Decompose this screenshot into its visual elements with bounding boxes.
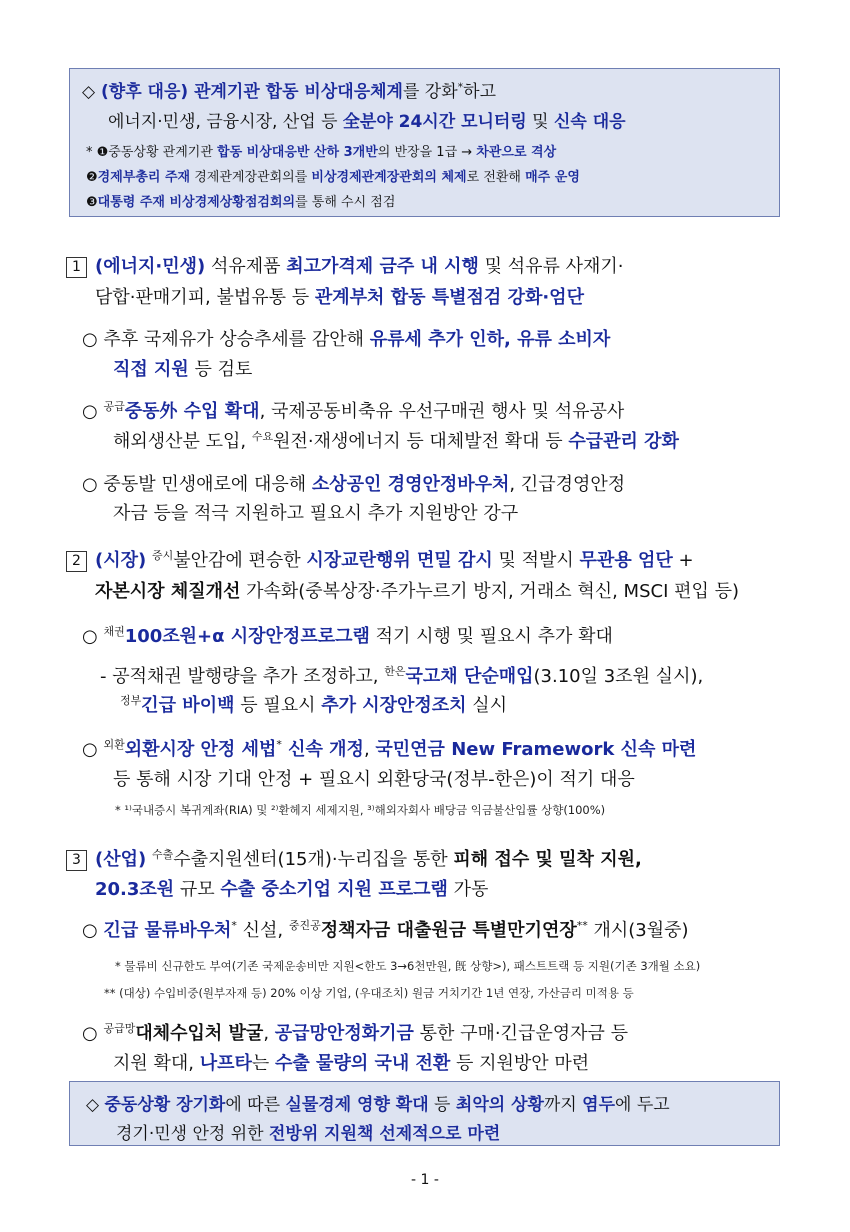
text-run: ○ [82, 1023, 104, 1044]
text-run: 직접 지원 [113, 359, 189, 380]
text-run: 수출 물량의 국내 전환 [275, 1053, 451, 1074]
s2-bullet-1 [82, 622, 613, 648]
section-2-title-cont [95, 577, 739, 603]
text-run: 담합·판매기피, 불법유통 등 [95, 287, 315, 308]
text-run: 외환시장 안정 세법 [124, 739, 277, 760]
text-run: 신설, [236, 920, 289, 941]
text-run: 수요 [251, 430, 274, 443]
text-run: 최고가격제 금주 내 시행 [286, 256, 479, 277]
bottom-line-1 [86, 1090, 670, 1115]
text-run: 가속화(중복상장·주가누르기 방지, 거래소 혁신, MSCI 편입 등) [240, 581, 740, 602]
section-3-title-cont [95, 875, 488, 901]
text-run: 중동상황 관계기관 [108, 145, 218, 160]
text-run: 석유제품 [205, 256, 287, 277]
text-run: 대체수입처 발굴 [135, 1023, 264, 1044]
text-run: 염두 [582, 1095, 616, 1115]
text-run: * [276, 738, 282, 751]
text-run: 수출지원센터(15개)·누리집을 통한 [173, 849, 454, 870]
text-run: * [231, 919, 237, 932]
summary-note-3 [86, 191, 395, 210]
text-run: 로 전환해 [466, 170, 526, 185]
text-run: 대통령 주재 비상경제상황점검회의 [97, 195, 296, 210]
text-run: 및 적발시 [492, 550, 580, 571]
bottom-line-2 [116, 1119, 500, 1144]
text-run: ** [576, 919, 588, 932]
text-run: 최악의 상황 [455, 1095, 544, 1115]
text-run: 소상공인 경영안정바우처 [311, 474, 510, 495]
text-run: 실시 [466, 695, 508, 716]
text-run: 등 필요시 [234, 695, 322, 716]
text-run: 정책자금 대출원금 특별만기연장 [320, 920, 577, 941]
text-run: 해외생산분 도입, [113, 431, 252, 452]
text-run: 피해 접수 및 밀착 지원, [453, 849, 642, 870]
text-run: ** (대상) 수입비중(원부자재 등) 20% 이상 기업, (우대조치) 원금 거치기간 1년 연장, 가산금리 미적용 등 [104, 986, 634, 1000]
text-run: 비상경제관계장관회의 체제 [311, 170, 467, 185]
text-run: 자금 등을 적극 지원하고 필요시 추가 지원방안 강구 [113, 503, 519, 524]
text-run: 한은 [384, 665, 406, 678]
text-run: 적기 시행 및 필요시 추가 확대 [369, 626, 613, 647]
text-run: 증시 [151, 549, 174, 562]
text-run: 및 [526, 112, 554, 132]
text-run: 全분야 24시간 모니터링 [342, 112, 527, 132]
text-run: 긴급 물류바우처 [103, 920, 232, 941]
text-run: 의 반장을 1급 → [377, 145, 477, 160]
text-run: 불안감에 편승한 [173, 550, 307, 571]
text-run: 원전·재생에너지 등 대체발전 확대 등 [273, 431, 569, 452]
s3-bullet-2 [82, 1019, 628, 1045]
text-run: (에너지·민생) [95, 256, 206, 277]
section-2-heading [66, 546, 694, 572]
text-run: (향후 대응) 관계기관 합동 비상대응체계 [101, 82, 403, 102]
text-run: (3.10일 3조원 실시), [533, 666, 704, 687]
text-run: 시장교란행위 면밀 감시 [306, 550, 493, 571]
text-run: 경제관계장관회의를 [190, 170, 312, 185]
text-run: 공급 [103, 400, 125, 413]
text-run: 공급망 [103, 1022, 136, 1035]
text-run: + [672, 550, 694, 571]
text-run: 20.3조원 [95, 879, 175, 900]
text-run: 국고채 단순매입 [405, 666, 534, 687]
section-1-heading [66, 252, 624, 278]
text-run: 등 통해 시장 기대 안정 + 필요시 외환당국(정부-한은)이 적기 대응 [113, 769, 635, 790]
s1-bullet-1 [82, 325, 610, 351]
text-run: 외환 [103, 738, 125, 751]
s1-bullet-3 [82, 470, 625, 496]
summary-box-bottom [69, 1081, 780, 1146]
section-2-title [95, 550, 694, 571]
text-run: 나프타 [199, 1053, 252, 1074]
s2-bullet-2-cont [113, 765, 635, 791]
text-run: 수급관리 강화 [568, 431, 679, 452]
s3-note-1 [115, 958, 700, 974]
s2-bullet-2 [82, 735, 696, 761]
text-run: (산업) [95, 849, 147, 870]
section-number: 2 [66, 551, 87, 572]
text-run: 경기·민생 안정 위한 [116, 1124, 269, 1144]
section-number: 1 [66, 257, 87, 278]
text-run: ○ 중동발 민생애로에 대응해 [82, 474, 312, 495]
text-run: 중동外 수입 확대 [124, 401, 260, 422]
text-run: 하고 [463, 82, 496, 102]
text-run: 수출 [151, 848, 174, 861]
text-run: 전방위 지원책 선제적으로 마련 [269, 1124, 501, 1144]
text-run: 경제부총리 주재 [97, 170, 191, 185]
text-run: ○ [82, 401, 104, 422]
text-run: 등 [428, 1095, 456, 1115]
s2-dash-1 [100, 662, 703, 688]
text-run: 가동 [447, 879, 489, 900]
text-run: * 물류비 신규한도 부여(기존 국제운송비만 지원<한도 3→6천만원, 旣 상향>), 패스트트랙 등 지원(기존 3개월 소요) [115, 959, 701, 973]
text-run: 차관으로 격상 [476, 145, 557, 160]
text-run: 규모 [174, 879, 221, 900]
s3-bullet-1 [82, 916, 689, 942]
text-run: 를 통해 수시 점검 [295, 195, 396, 210]
summary-note-2 [86, 166, 580, 185]
s1-bullet-2 [82, 397, 624, 423]
text-run: 에 따른 [225, 1095, 286, 1115]
text-run: ○ 추후 국제유가 상승추세를 감안해 [82, 329, 370, 350]
text-run: 관계부처 합동 특별점검 강화·엄단 [314, 287, 584, 308]
text-run: 통한 구매·긴급운영자금 등 [413, 1023, 629, 1044]
text-run: 자본시장 체질개선 [95, 581, 241, 602]
text-run: 긴급 바이백 [141, 695, 235, 716]
text-run: 지원 확대, [113, 1053, 200, 1074]
section-1-title [95, 256, 624, 277]
text-run: 및 석유류 사재기· [478, 256, 624, 277]
text-run: (시장) [95, 550, 147, 571]
text-run: * [457, 80, 464, 94]
summary-note-1 [86, 141, 556, 160]
text-run: ○ [82, 920, 104, 941]
text-run: 정부 [120, 694, 142, 707]
s3-bullet-2-cont [113, 1049, 589, 1075]
summary-box-top [69, 68, 780, 217]
s1-bullet-2-cont [113, 427, 679, 453]
text-run: 는 [251, 1053, 276, 1074]
text-run: 에너지·민생, 금융시장, 산업 등 [108, 112, 343, 132]
text-run: 합동 비상대응반 산하 3개반 [217, 145, 378, 160]
text-run: 등 지원방안 마련 [450, 1053, 590, 1074]
s2-dash-1-cont [120, 691, 507, 717]
page-number: - 1 - [411, 1172, 439, 1188]
s1-bullet-3-cont [113, 499, 518, 525]
text-run: 를 강화 [402, 82, 458, 102]
text-run: ○ [82, 626, 104, 647]
s2-note [115, 802, 605, 818]
text-run: 신속 대응 [554, 112, 626, 132]
text-run: , 국제공동비축유 우선구매권 행사 및 석유공사 [259, 401, 625, 422]
text-run: 중동상황 장기화 [104, 1095, 226, 1115]
section-number: 3 [66, 850, 87, 871]
text-run: * ❶ [86, 145, 109, 160]
summary-line-2 [108, 107, 626, 132]
text-run: 추가 시장안정조치 [321, 695, 467, 716]
text-run: 공급망안정화기금 [274, 1023, 414, 1044]
text-run: * ¹⁾국내증시 복귀계좌(RIA) 및 ²⁾환헤지 세제지원, ³⁾해외자회사 배당금 익금불산입률 상향(100%) [115, 803, 606, 817]
text-run: ○ [82, 739, 104, 760]
text-run: 실물경제 영향 확대 [285, 1095, 429, 1115]
text-run: , [363, 739, 376, 760]
section-3-heading [66, 845, 642, 871]
text-run: 신속 개정 [281, 739, 364, 760]
text-run: 국민연금 New Framework 신속 마련 [375, 739, 697, 760]
text-run: 유류세 추가 인하, 유류 소비자 [369, 329, 611, 350]
text-run: 무관용 엄단 [579, 550, 673, 571]
section-1-title-cont [95, 283, 584, 309]
text-run: 개시(3월중) [587, 920, 689, 941]
text-run: , [263, 1023, 275, 1044]
text-run: - 공적채권 발행량을 추가 조정하고, [100, 666, 385, 687]
text-run: , 긴급경영안정 [509, 474, 626, 495]
text-run: 중진공 [288, 919, 321, 932]
s3-note-2 [104, 985, 634, 1001]
summary-line-1 [82, 77, 496, 102]
text-run: 매주 운영 [525, 170, 580, 185]
text-run: 등 검토 [188, 359, 253, 380]
text-run: ◇ [82, 82, 101, 102]
section-3-title [95, 849, 642, 870]
text-run: 수출 중소기업 지원 프로그램 [220, 879, 448, 900]
s1-bullet-1-cont [113, 355, 252, 381]
text-run: 까지 [543, 1095, 583, 1115]
text-run: ❷ [86, 170, 98, 185]
text-run: 채권 [103, 625, 125, 638]
text-run: ❸ [86, 195, 98, 210]
text-run: ◇ [86, 1095, 105, 1115]
text-run: 에 두고 [615, 1095, 670, 1115]
text-run: 100조원+α 시장안정프로그램 [124, 626, 370, 647]
